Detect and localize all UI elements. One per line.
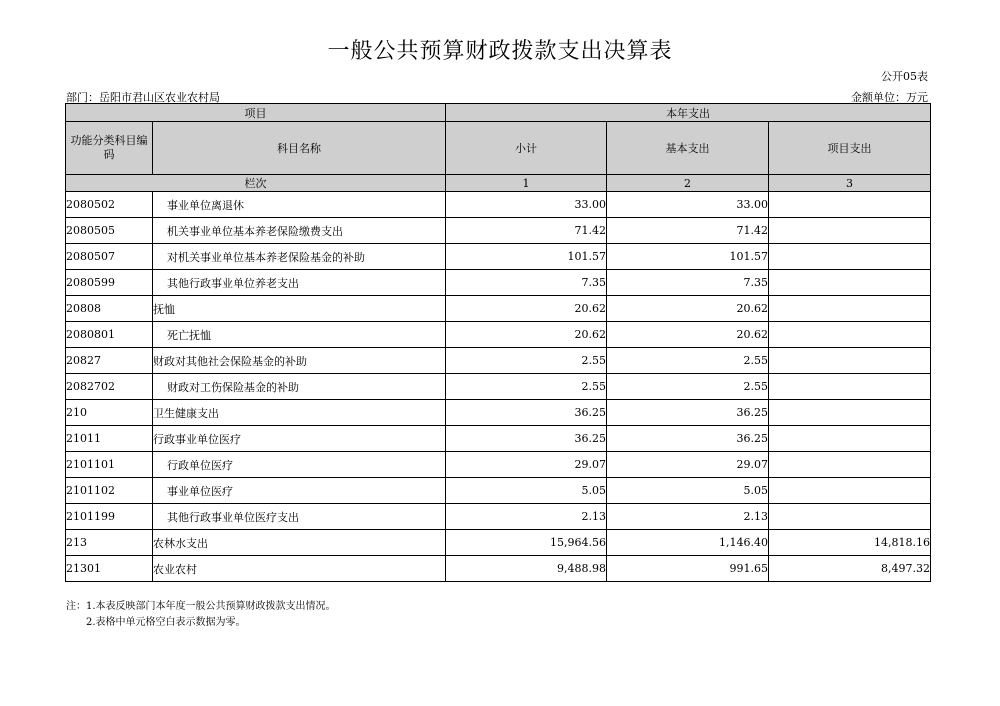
header-row-1 xyxy=(66,104,931,122)
header-col-1: 1 xyxy=(446,175,607,192)
table-row xyxy=(66,426,931,452)
page-title: 一般公共预算财政拨款支出决算表 xyxy=(327,39,673,64)
row-project xyxy=(769,504,931,530)
row-subtotal: 2.55 xyxy=(446,374,607,400)
table-row xyxy=(66,478,931,504)
row-basic: 5.05 xyxy=(607,478,769,504)
table-row xyxy=(66,218,931,244)
header-subtotal: 小计 xyxy=(446,122,607,175)
note-1: 注：1.本表反映部门本年度一般公共预算财政拨款支出情况。 xyxy=(66,601,336,612)
row-name: 农业农村 xyxy=(153,556,446,582)
note-2: 2.表格中单元格空白表示数据为零。 xyxy=(86,617,246,628)
header-func-code: 功能分类科目编码 xyxy=(66,122,153,175)
row-project xyxy=(769,452,931,478)
header-project: 项目支出 xyxy=(769,122,931,175)
expenditure-table xyxy=(65,103,931,582)
row-subtotal: 9,488.98 xyxy=(446,556,607,582)
row-code: 213 xyxy=(66,530,153,556)
row-code: 2080505 xyxy=(66,218,153,244)
row-name: 卫生健康支出 xyxy=(153,400,446,426)
row-code: 2101101 xyxy=(66,452,153,478)
row-name: 行政事业单位医疗 xyxy=(153,426,446,452)
row-basic: 2.55 xyxy=(607,374,769,400)
row-project xyxy=(769,426,931,452)
department-label: 部门：岳阳市君山区农业农村局 xyxy=(66,91,220,104)
row-project xyxy=(769,192,931,218)
row-subtotal: 7.35 xyxy=(446,270,607,296)
table-row xyxy=(66,504,931,530)
header-basic: 基本支出 xyxy=(607,122,769,175)
table-row xyxy=(66,322,931,348)
row-project xyxy=(769,348,931,374)
row-name: 其他行政事业单位医疗支出 xyxy=(153,504,446,530)
row-basic: 29.07 xyxy=(607,452,769,478)
row-subtotal: 2.55 xyxy=(446,348,607,374)
header-col-2: 2 xyxy=(607,175,769,192)
row-subtotal: 15,964.56 xyxy=(446,530,607,556)
table-row xyxy=(66,374,931,400)
row-basic: 991.65 xyxy=(607,556,769,582)
row-code: 2101102 xyxy=(66,478,153,504)
row-name: 行政单位医疗 xyxy=(153,452,446,478)
row-project: 8,497.32 xyxy=(769,556,931,582)
row-basic: 36.25 xyxy=(607,426,769,452)
row-subtotal: 20.62 xyxy=(446,322,607,348)
row-basic: 2.13 xyxy=(607,504,769,530)
table-row xyxy=(66,296,931,322)
row-code: 2080507 xyxy=(66,244,153,270)
unit-label: 金额单位：万元 xyxy=(851,91,928,104)
row-basic: 20.62 xyxy=(607,322,769,348)
row-code: 210 xyxy=(66,400,153,426)
table-row xyxy=(66,452,931,478)
row-name: 事业单位离退休 xyxy=(153,192,446,218)
row-code: 2080801 xyxy=(66,322,153,348)
row-project xyxy=(769,218,931,244)
row-subtotal: 71.42 xyxy=(446,218,607,244)
row-code: 2082702 xyxy=(66,374,153,400)
table-row xyxy=(66,556,931,582)
form-code: 公开05表 xyxy=(881,70,928,83)
row-name: 抚恤 xyxy=(153,296,446,322)
row-name: 财政对工伤保险基金的补助 xyxy=(153,374,446,400)
row-basic: 7.35 xyxy=(607,270,769,296)
row-code: 21301 xyxy=(66,556,153,582)
row-basic: 2.55 xyxy=(607,348,769,374)
row-subtotal: 20.62 xyxy=(446,296,607,322)
row-project xyxy=(769,322,931,348)
row-name: 事业单位医疗 xyxy=(153,478,446,504)
header-current-year: 本年支出 xyxy=(446,104,931,122)
row-basic: 71.42 xyxy=(607,218,769,244)
row-project xyxy=(769,296,931,322)
table-row xyxy=(66,244,931,270)
row-name: 其他行政事业单位养老支出 xyxy=(153,270,446,296)
row-project: 14,818.16 xyxy=(769,530,931,556)
row-basic: 101.57 xyxy=(607,244,769,270)
row-basic: 20.62 xyxy=(607,296,769,322)
table-row xyxy=(66,192,931,218)
row-subtotal: 101.57 xyxy=(446,244,607,270)
header-col-3: 3 xyxy=(769,175,931,192)
row-subtotal: 33.00 xyxy=(446,192,607,218)
row-subtotal: 2.13 xyxy=(446,504,607,530)
row-subtotal: 5.05 xyxy=(446,478,607,504)
row-name: 机关事业单位基本养老保险缴费支出 xyxy=(153,218,446,244)
header-row-2 xyxy=(66,122,931,175)
row-project xyxy=(769,270,931,296)
table-row xyxy=(66,530,931,556)
row-basic: 36.25 xyxy=(607,400,769,426)
row-name: 财政对其他社会保险基金的补助 xyxy=(153,348,446,374)
row-project xyxy=(769,244,931,270)
header-subject-name: 科目名称 xyxy=(153,122,446,175)
row-subtotal: 29.07 xyxy=(446,452,607,478)
table-row xyxy=(66,400,931,426)
row-code: 2080502 xyxy=(66,192,153,218)
row-code: 20808 xyxy=(66,296,153,322)
header-row-3 xyxy=(66,175,931,192)
row-code: 2080599 xyxy=(66,270,153,296)
notes xyxy=(66,599,336,631)
header-item: 项目 xyxy=(66,104,446,122)
row-basic: 1,146.40 xyxy=(607,530,769,556)
row-subtotal: 36.25 xyxy=(446,400,607,426)
row-subtotal: 36.25 xyxy=(446,426,607,452)
table-row xyxy=(66,270,931,296)
row-name: 对机关事业单位基本养老保险基金的补助 xyxy=(153,244,446,270)
row-code: 20827 xyxy=(66,348,153,374)
row-basic: 33.00 xyxy=(607,192,769,218)
row-project xyxy=(769,374,931,400)
table-row xyxy=(66,348,931,374)
row-project xyxy=(769,478,931,504)
row-code: 21011 xyxy=(66,426,153,452)
row-name: 农林水支出 xyxy=(153,530,446,556)
header-column-seq: 栏次 xyxy=(66,175,446,192)
row-name: 死亡抚恤 xyxy=(153,322,446,348)
row-code: 2101199 xyxy=(66,504,153,530)
row-project xyxy=(769,400,931,426)
